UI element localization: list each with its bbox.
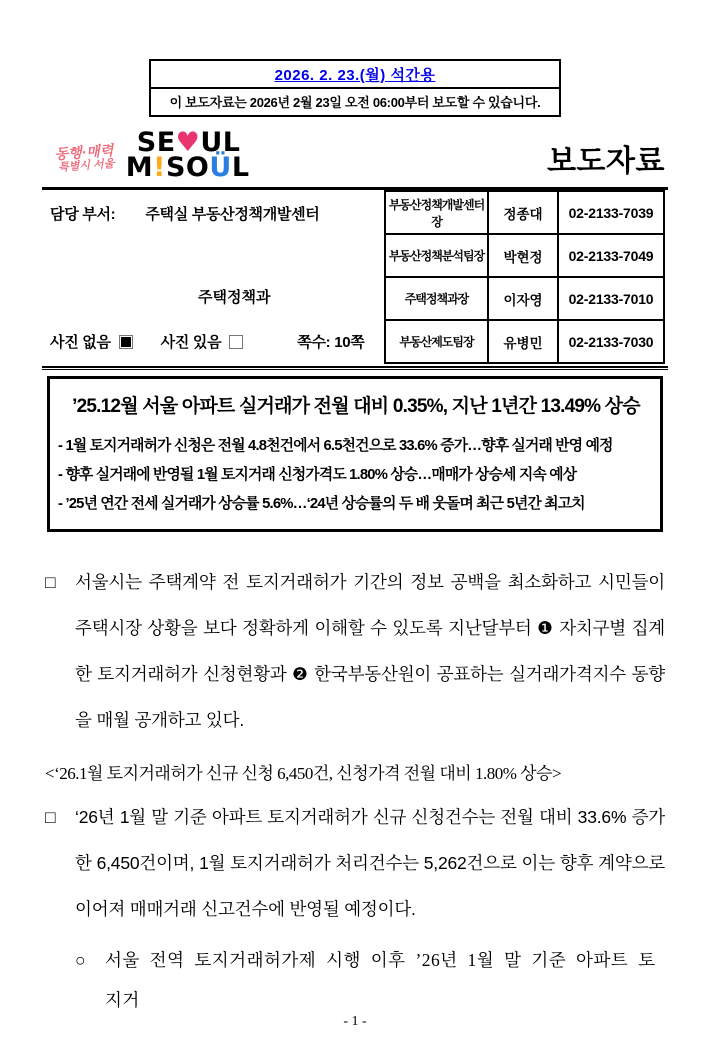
contact-left (45, 190, 380, 363)
logo-line-my-soul: M!SOÜL (125, 152, 250, 184)
paragraph-1-text: 서울시는 주택계약 전 토지거래허가 기간의 정보 공백을 최소화하고 시민들이 주택시장 상황을 보다 정확하게 이해할 수 있도록 지난달부터 ❶ 자치구별 집계한 토지거래허가 신청현황과 ❷ 한국부동산원이 공표하는 실거래가격지수 동향을 매월 공개하고 있다. (75, 572, 665, 730)
circle-bullet-icon: ○ (75, 950, 87, 970)
contact-name: 박현정 (488, 234, 558, 277)
headline-bullet-2: - 향후 실거래에 반영될 1월 토지거래 신청가격도 1.80% 상승…매매가 상승세 지속 예상 (58, 467, 577, 483)
contact-table (384, 190, 665, 364)
headline-bullet-3: - ’25년 연간 전세 실거래가 상승률 5.6%…‘24년 상승률의 두 배 웃돌며 최근 5년간 최고치 (58, 496, 585, 512)
photo-row (50, 331, 365, 352)
contact-name: 이자영 (488, 277, 558, 320)
body-text (45, 559, 665, 1020)
contact-title: 부동산정책개발센터장 (385, 191, 488, 234)
table-row (385, 191, 664, 234)
page-count-label: 쪽수: 10쪽 (297, 334, 365, 351)
table-row (385, 277, 664, 320)
headline-box (47, 376, 663, 532)
contact-phone: 02-2133-7030 (558, 320, 664, 363)
smile-u-icon: Ü (209, 152, 232, 184)
square-bullet-icon: □ (45, 572, 56, 592)
heart-icon: ♥ (175, 126, 201, 158)
table-row (385, 234, 664, 277)
photo-none-label: 사진 없음 (50, 334, 111, 351)
sub-item (45, 940, 665, 1020)
contact-title: 부동산제도팀장 (385, 320, 488, 363)
department-row (50, 203, 319, 224)
embargo-date: 2026. 2. 23.(월) 석간용 (274, 67, 436, 84)
sub-item-text: 서울 전역 토지거래허가제 시행 이후 ’26년 1월 말 기준 아파트 토지거 (105, 950, 656, 1010)
contact-phone: 02-2133-7039 (558, 191, 664, 234)
department-value: 주택실 부동산정책개발센터 (145, 206, 320, 223)
contact-section (45, 190, 665, 363)
doc-type-title: 보도자료 (547, 145, 665, 178)
section-heading: <‘26.1월 토지거래허가 신규 신청 6,450건, 신청가격 전월 대비 1.80% 상승> (45, 764, 562, 783)
paragraph-1 (45, 559, 665, 743)
square-bullet-icon: □ (45, 807, 56, 827)
photo-yes-label: 사진 있음 (160, 334, 222, 351)
department-label: 담당 부서: (50, 206, 116, 223)
contact-name: 정종대 (488, 191, 558, 234)
section-divider (42, 366, 668, 370)
press-release-page (0, 59, 710, 1029)
embargo-notice: 이 보도자료는 2026년 2월 23일 오전 06:00부터 보도할 수 있습니다. (151, 87, 559, 115)
contact-title: 주택정책과장 (385, 277, 488, 320)
paragraph-2 (45, 794, 665, 932)
masthead (55, 125, 665, 183)
logo-line-seoul: SE♥UL (136, 126, 241, 158)
photo-yes-checkbox-unchecked[interactable] (229, 335, 243, 349)
seoul-slogan (54, 142, 115, 175)
exclamation-icon: ! (153, 152, 166, 184)
headline-bullet-1: - 1월 토지거래허가 신청은 전월 4.8천건에서 6.5천건으로 33.6% 증가…향후 실거래 반영 예정 (58, 438, 613, 454)
headline-title: ’25.12월 서울 아파트 실거래가 전월 대비 0.35%, 지난 1년간 13.49% 상승 (72, 396, 640, 417)
department-value-2: 주택정책과 (198, 289, 271, 306)
embargo-box (149, 59, 561, 117)
paragraph-2-text: ‘26년 1월 말 기준 아파트 토지거래허가 신규 신청건수는 전월 대비 33.6% 증가한 6,450건이며, 1월 토지거래허가 처리건수는 5,262건으로 이는 향후 계약으로 이어져 매매거래 신고건수에 반영될 예정이다. (75, 807, 665, 919)
photo-none-checkbox-checked[interactable] (119, 335, 133, 349)
contact-title: 부동산정책분석팀장 (385, 234, 488, 277)
slogan-line2: 특별시 서울 (57, 158, 115, 175)
page-number: - 1 - (343, 1014, 367, 1029)
contact-phone: 02-2133-7010 (558, 277, 664, 320)
table-row (385, 320, 664, 363)
contact-phone: 02-2133-7049 (558, 234, 664, 277)
seoul-my-soul-logo (125, 126, 250, 184)
slogan-line1: 동행·매력 (54, 142, 114, 163)
contact-name: 유병민 (488, 320, 558, 363)
